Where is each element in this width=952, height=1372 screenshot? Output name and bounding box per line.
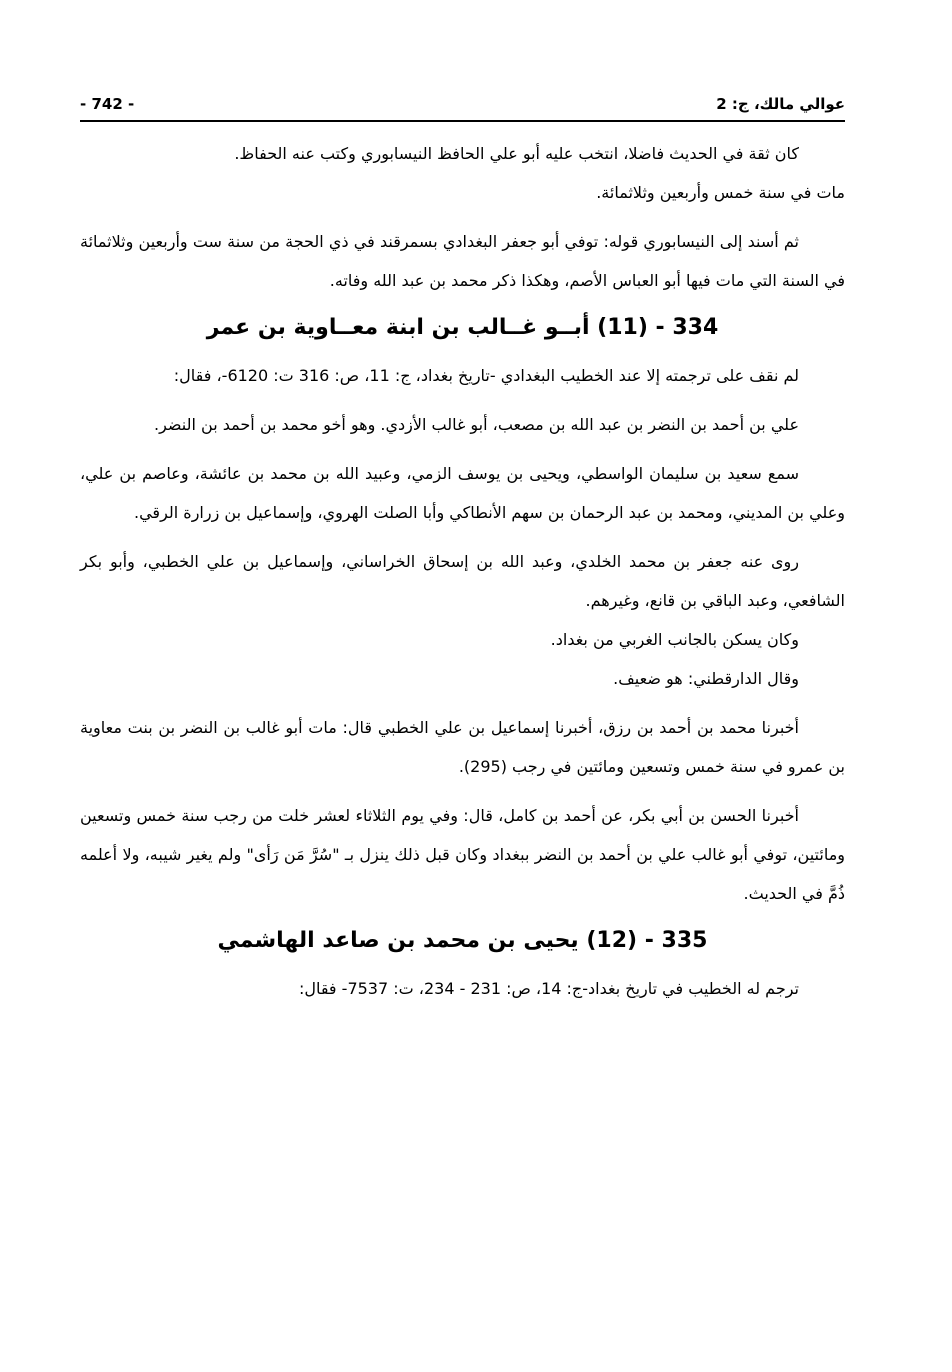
page-header xyxy=(80,88,845,122)
paragraph-9: وقال الدارقطني: هو ضعيف. xyxy=(613,669,799,688)
paragraph-4: لم نقف على ترجمته إلا عند الخطيب البغدادي -تاريخ بغداد، ج: 11، ص: 316 ت: 6120-، فقال: xyxy=(173,366,799,385)
section-heading-334: 334 - (11) أبــو غــالب بن ابنة معــاوية بن عمر xyxy=(206,315,719,340)
paragraph-12: ترجم له الخطيب في تاريخ بغداد-ج: 14، ص: 231 - 234، ت: 7537- فقال: xyxy=(298,979,799,998)
paragraph-3: ثم أسند إلى النيسابوري قوله: توفي أبو جعفر البغدادي بسمرقند في ذي الحجة من سنة ست وأربعين وثلاثمائة في السنة التي مات فيها أبو العباس الأصم، وهكذا ذكر محمد بن عبد الله وفاته. xyxy=(80,232,845,290)
document-page xyxy=(80,88,845,1008)
section-heading-335: 335 - (12) يحيى بن محمد بن صاعد الهاشمي xyxy=(217,928,708,953)
paragraph-2: مات في سنة خمس وأربعين وثلاثمائة. xyxy=(596,183,845,202)
paragraph-7: روى عنه جعفر بن محمد الخلدي، وعبد الله بن إسحاق الخراساني، وإسماعيل بن علي الخطبي، وأبو بكر الشافعي، وعبد الباقي بن قانع، وغيرهم. xyxy=(80,552,845,610)
paragraph-5: علي بن أحمد بن النضر بن عبد الله بن مصعب، أبو غالب الأزدي. وهو أخو محمد بن أحمد بن النضر. xyxy=(154,415,799,434)
paragraph-1: كان ثقة في الحديث فاضلا، انتخب عليه أبو علي الحافظ النيسابوري وكتب عنه الحفاظ. xyxy=(234,144,799,163)
paragraph-11: أخبرنا الحسن بن أبي بكر، عن أحمد بن كامل، قال: وفي يوم الثلاثاء لعشر خلت من رجب سنة خمس وتسعين ومائتين، توفي أبو غالب علي بن أحمد بن النضر ببغداد وكان قبل ذلك ينزل بـ "سُرَّ مَن رَأى" ولم يغير شيبه، ولا أعلمه ذُمَّ في الحديث. xyxy=(80,806,845,903)
paragraph-10: أخبرنا محمد بن أحمد بن رزق، أخبرنا إسماعيل بن علي الخطبي قال: مات أبو غالب بن النضر بن بنت معاوية بن عمرو في سنة خمس وتسعين ومائتين في رجب (295). xyxy=(80,718,845,776)
book-title: عوالي مالك، ج: 2 xyxy=(716,95,845,113)
paragraph-6: سمع سعيد بن سليمان الواسطي، ويحيى بن يوسف الزمي، وعبيد الله بن محمد بن عائشة، وعاصم بن علي، وعلي بن المديني، ومحمد بن عبد الرحمان بن سهم الأنطاكي وأبا الصلت الهروي، وإسماعيل بن زرارة الرقي. xyxy=(80,464,845,522)
page-number: - 742 - xyxy=(80,95,135,113)
paragraph-8: وكان يسكن بالجانب الغربي من بغداد. xyxy=(550,630,799,649)
